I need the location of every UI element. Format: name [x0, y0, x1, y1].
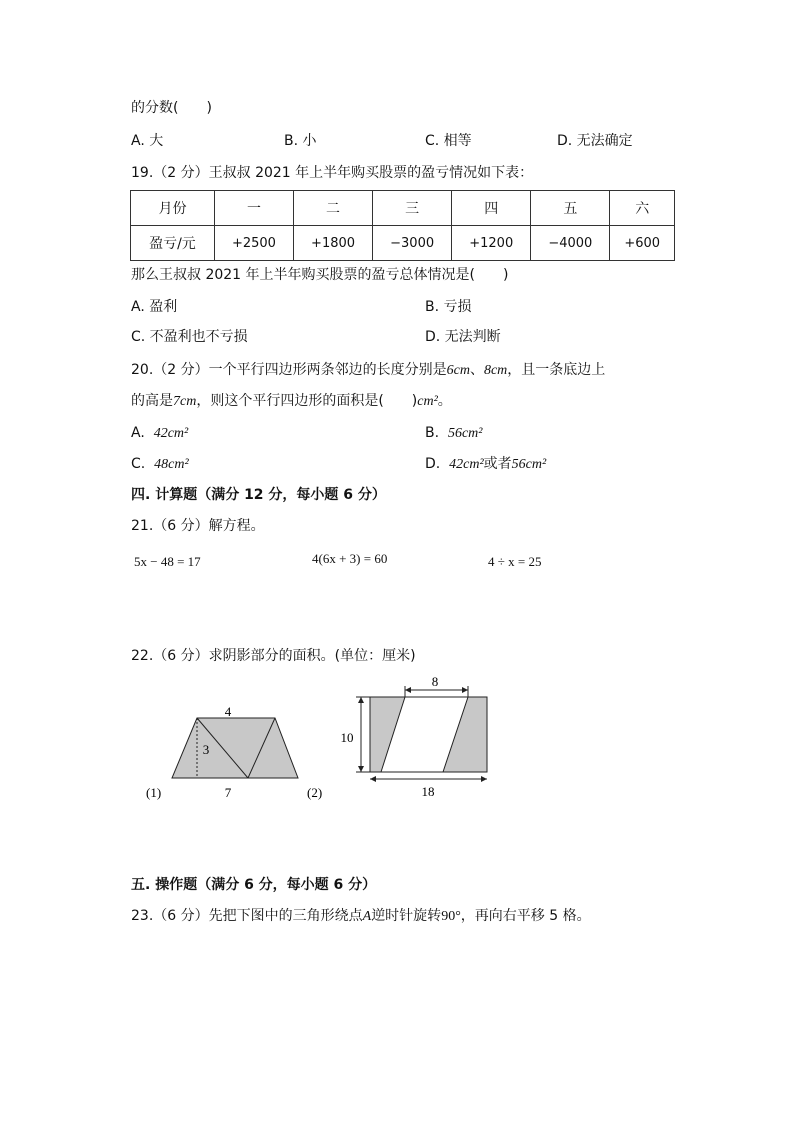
option-value: 42cm² [449, 457, 484, 472]
q23-stem [131, 907, 591, 926]
q20-length-2: 8cm [483, 363, 508, 378]
arrow-right-icon [462, 687, 468, 693]
option-value: 48cm² [154, 457, 189, 472]
q23-text: 23.（6 分）先把下图中的三角形绕点 [131, 908, 363, 924]
q20-separator: 、 [469, 362, 484, 378]
q19-option-d[interactable]: D. 无法判断 [425, 329, 501, 345]
q21-equation-1: 5x − 48 = 17 [134, 554, 201, 569]
fig1-label: (1) [146, 785, 162, 800]
table-cell: +1200 [452, 226, 531, 261]
q19-stem: 19.（2 分）王叔叔 2021 年上半年购买股票的盈亏情况如下表： [131, 165, 534, 181]
q19-question: 那么王叔叔 2021 年上半年购买股票的盈亏总体情况是( ) [131, 267, 509, 283]
option-connector: 或者 [483, 456, 512, 472]
table-cell: −3000 [373, 226, 452, 261]
fig1-height-label: 3 [202, 742, 210, 757]
option-value: 42cm² [153, 426, 189, 441]
q23-text: 逆时针旋转 [371, 908, 442, 924]
fig2-top-label: 8 [431, 674, 439, 689]
table-cell: 月份 [131, 191, 215, 226]
q20-length-1: 6cm [446, 363, 470, 378]
arrow-down-icon [358, 766, 364, 772]
q21-equation-3: 4 ÷ x = 25 [488, 554, 542, 569]
table-cell: 五 [531, 191, 610, 226]
q23-text: ，再向右平移 5 格。 [460, 908, 591, 924]
arrow-left-icon [405, 687, 411, 693]
q19-option-a[interactable]: A. 盈利 [131, 299, 178, 315]
arrow-up-icon [358, 697, 364, 703]
q19-option-b[interactable]: B. 亏损 [425, 299, 472, 315]
q20-unit: cm² [417, 394, 438, 409]
q21-equation-2: 4(6x + 3) = 60 [312, 551, 388, 566]
table-cell: 三 [373, 191, 452, 226]
q20-text: ，且一条底边上 [507, 362, 606, 378]
option-value: 56cm² [447, 426, 483, 441]
q21-stem: 21.（6 分）解方程。 [131, 518, 265, 534]
q23-point: A [362, 909, 372, 924]
table-cell: +600 [610, 226, 675, 261]
q19-option-c[interactable]: C. 不盈利也不亏损 [131, 329, 248, 345]
fig1-bottom-label: 7 [224, 785, 232, 800]
section-5-title: 五. 操作题（满分 6 分，每小题 6 分） [131, 877, 377, 893]
table-cell: +1800 [294, 226, 373, 261]
option-label: B. [425, 425, 440, 441]
fig1-top-label: 4 [224, 704, 232, 719]
q18-option-b[interactable]: B. 小 [284, 133, 317, 149]
fig2-label: (2) [307, 785, 323, 800]
fig2-side-label: 10 [340, 730, 354, 745]
q20-text: 。 [437, 393, 452, 409]
option-label: C. [131, 456, 146, 472]
table-cell: 四 [452, 191, 531, 226]
q23-angle: 90° [441, 909, 461, 924]
section-4-title: 四. 计算题（满分 12 分，每小题 6 分） [131, 487, 386, 503]
q20-height: 7cm [173, 394, 197, 409]
fig2-bottom-label: 18 [421, 784, 435, 799]
table-cell: 六 [610, 191, 675, 226]
q18-stem-tail: 的分数( ) [131, 100, 212, 116]
q18-option-c[interactable]: C. 相等 [425, 133, 472, 149]
q18-option-a[interactable]: A. 大 [131, 133, 164, 149]
q22-stem: 22.（6 分）求阴影部分的面积。(单位：厘米) [131, 648, 416, 664]
q20-text: 的高是 [131, 393, 173, 409]
q20-text: 20.（2 分）一个平行四边形两条邻边的长度分别是 [131, 362, 447, 378]
q18-option-d[interactable]: D. 无法确定 [557, 133, 633, 149]
arrow-left-icon [370, 776, 376, 782]
table-cell: +2500 [214, 226, 293, 261]
option-label: D. [425, 456, 441, 472]
table-cell: 一 [214, 191, 293, 226]
table-cell: 盈亏/元 [131, 226, 215, 261]
q20-text: ，则这个平行四边形的面积是( ) [196, 393, 418, 409]
table-cell: 二 [294, 191, 373, 226]
option-label: A. [131, 425, 145, 441]
option-value: 56cm² [511, 457, 547, 472]
arrow-right-icon [481, 776, 487, 782]
table-cell: −4000 [531, 226, 610, 261]
